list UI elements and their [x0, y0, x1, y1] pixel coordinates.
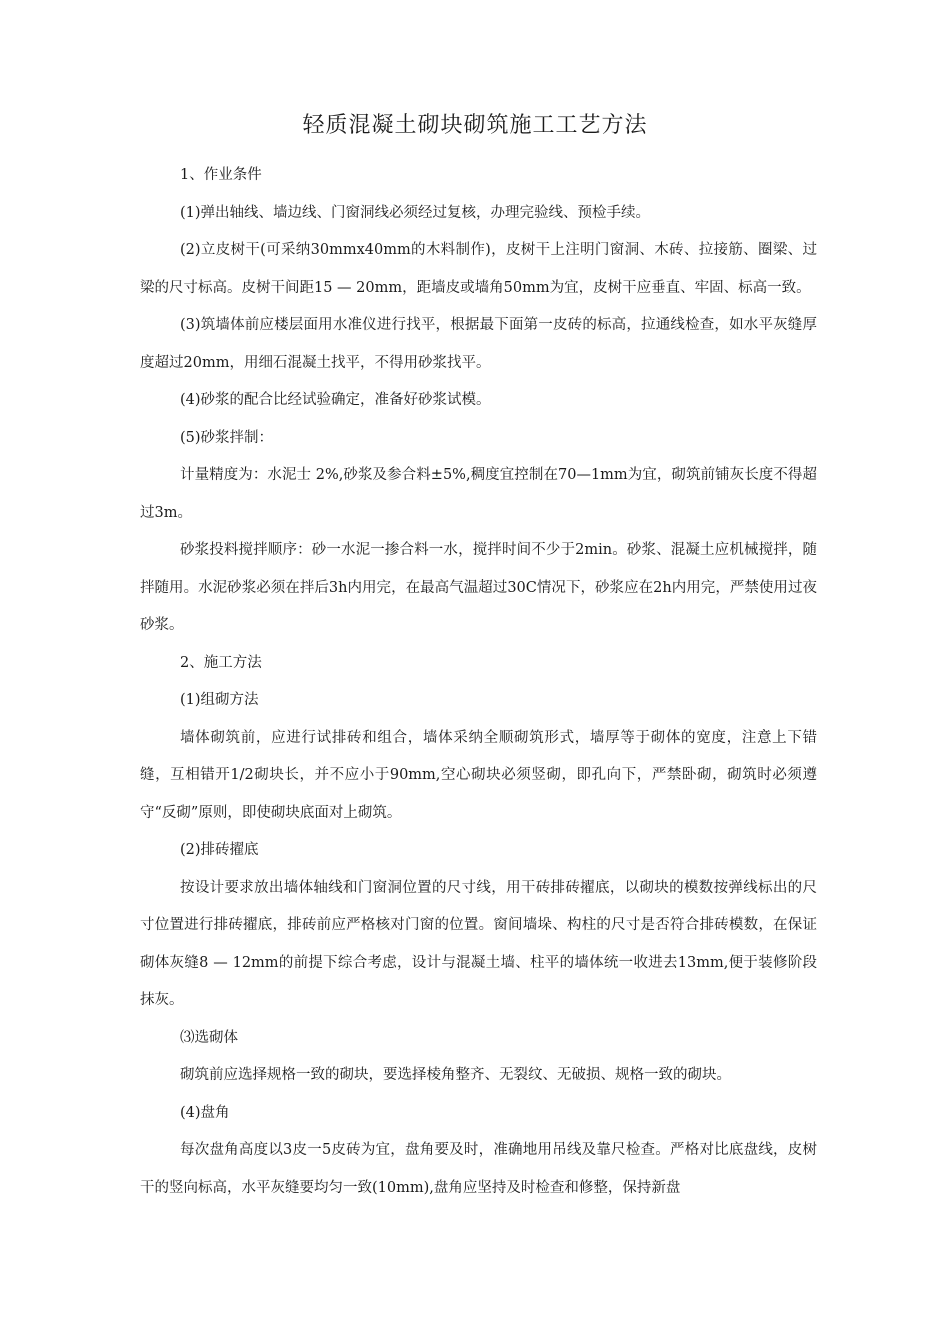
paragraph: 墙体砌筑前，应进行试排砖和组合，墙体采纳全顺砌筑形式，墙厚等于砌体的宽度，注意上下错缝，互相错开1/2砌块长，并不应小于90mm,空心砌块必须竖砌，即孔向下，严禁卧砌，砌筑时必须遵守“反砌”原则，即使砌块底面对上砌筑。	[140, 729, 817, 821]
paragraph: (2)立皮树干(可采纳30mmx40mm的木料制作)，皮树干上注明门窗洞、木砖、拉接筋、圈梁、过梁的尺寸标高。皮树干间距15 — 20mm，距墙皮或墙角50mm为宜，皮树干应垂直、牢固、标高一致。	[140, 242, 817, 296]
document-body	[140, 157, 817, 1207]
paragraph: (5)砂浆拌制：	[180, 429, 274, 446]
paragraph: (3)筑墙体前应楼层面用水准仪进行找平，根据最下面第一皮砖的标高，拉通线检查，如水平灰缝厚度超过20mm，用细石混凝土找平，不得用砂浆找平。	[140, 317, 817, 371]
paragraph: 按设计要求放出墙体轴线和门窗洞位置的尺寸线，用干砖排砖擢底，以砌块的模数按弹线标出的尺寸位置进行排砖擢底，排砖前应严格核对门窗的位置。窗间墙垛、构柱的尺寸是否符合排砖模数，在保证砌体灰缝8 — 12mm的前提下综合考虑，设计与混凝土墙、柱平的墙体统一收进去13mm,便于装修阶段抹灰。	[140, 879, 817, 1008]
subsection-heading: (2)排砖擢底	[180, 842, 259, 858]
paragraph: 砌筑前应选择规格一致的砌块，要选择棱角整齐、无裂纹、无破损、规格一致的砌块。	[180, 1067, 731, 1083]
paragraph: 砂浆投料搅拌顺序：砂一水泥一掺合料一水，搅拌时间不少于2min。砂浆、混凝土应机械搅拌，随拌随用。水泥砂浆必须在拌后3h内用完，在最高气温超过30C情况下，砂浆应在2h内用完，严禁使用过夜砂浆。	[140, 542, 817, 633]
paragraph: (1)弹出轴线、墙边线、门窗洞线必须经过复核，办理完验线、预检手续。	[180, 204, 651, 221]
subsection-heading: (4)盘角	[180, 1104, 230, 1121]
document-title: 轻质混凝土砌块砌筑施工工艺方法	[302, 113, 648, 138]
paragraph: (4)砂浆的配合比经试验确定，准备好砂浆试模。	[180, 392, 491, 408]
paragraph: 每次盘角高度以3皮一5皮砖为宜，盘角要及时，准确地用吊线及靠尺检查。严格对比底盘线，皮树干的竖向标高，水平灰缝要均匀一致(10mm),盘角应坚持及时检查和修整，保持新盘	[140, 1142, 817, 1196]
subsection-heading: ⑶选砌体	[180, 1029, 238, 1046]
section-heading: 1、作业条件	[180, 167, 262, 183]
section-heading: 2、施工方法	[180, 654, 262, 671]
subsection-heading: (1)组砌方法	[180, 692, 259, 708]
paragraph: 计量精度为：水泥士 2%,砂浆及参合料±5%,稠度宜控制在70—1mm为宜，砌筑前铺灰长度不得超过3m。	[140, 467, 817, 521]
